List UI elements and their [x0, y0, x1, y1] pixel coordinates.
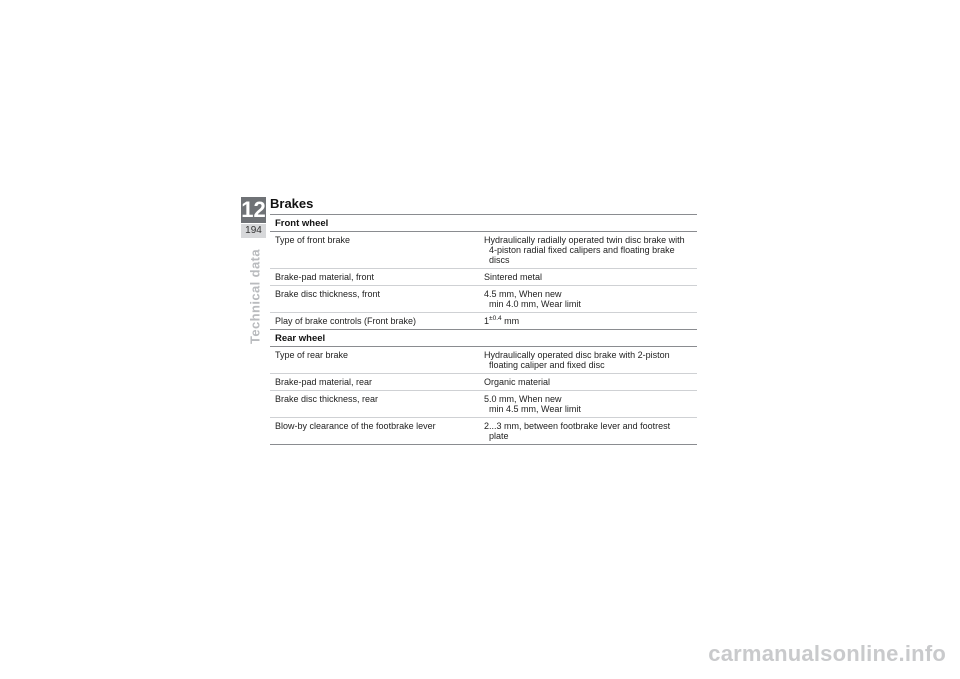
- row-value: [484, 316, 697, 326]
- row-label: Type of front brake: [275, 235, 351, 245]
- table-row: [270, 418, 697, 445]
- chapter-side-label: Technical data: [247, 249, 263, 344]
- row-value: [484, 235, 697, 265]
- row-label: Brake disc thickness, front: [275, 289, 381, 299]
- value-line: Organic material: [484, 377, 551, 387]
- value-line: Hydraulically radially operated twin disc brake with: [484, 235, 685, 245]
- group-heading-rear-wheel: Rear wheel: [270, 330, 697, 347]
- row-label: Brake-pad material, rear: [275, 377, 373, 387]
- row-label: Brake disc thickness, rear: [275, 394, 379, 404]
- row-label: Play of brake controls (Front brake): [275, 316, 417, 326]
- row-value: [484, 394, 697, 414]
- watermark: carmanualsonline.info: [708, 641, 946, 666]
- row-value: [484, 272, 697, 282]
- value-line: min 4.5 mm, Wear limit: [489, 404, 581, 414]
- row-value: [484, 377, 697, 387]
- page-number: 194: [241, 224, 266, 238]
- value-line: Sintered metal: [484, 272, 543, 282]
- table-row: [270, 374, 697, 391]
- chapter-number: 12: [241, 197, 266, 222]
- table-row: [270, 269, 697, 286]
- table-row: [270, 232, 697, 269]
- value-line: 4.5 mm, When new: [484, 289, 562, 299]
- brakes-spec-table: [270, 214, 697, 445]
- row-value: [484, 289, 697, 309]
- value-line: 2...3 mm, between footbrake lever and footrest: [484, 421, 671, 431]
- row-label: Brake-pad material, front: [275, 272, 375, 282]
- value-line: Hydraulically operated disc brake with 2-piston: [484, 350, 670, 360]
- value-unit: mm: [501, 316, 520, 326]
- value-line: 4-piston radial fixed calipers and floating brake: [489, 245, 675, 255]
- group-heading-front-wheel: Front wheel: [270, 215, 697, 232]
- value-line: min 4.0 mm, Wear limit: [489, 299, 581, 309]
- table-row: [270, 347, 697, 374]
- row-value: [484, 421, 697, 441]
- value-tolerance: ±0.4: [489, 315, 502, 322]
- table-row: [270, 313, 697, 330]
- value-line: discs: [489, 255, 510, 265]
- table-row: [270, 286, 697, 313]
- section-title: Brakes: [270, 196, 314, 211]
- value-line: 5.0 mm, When new: [484, 394, 562, 404]
- table-row: [270, 391, 697, 418]
- row-value: [484, 350, 697, 370]
- value-base: 1: [484, 316, 490, 326]
- value-line: floating caliper and fixed disc: [489, 360, 605, 370]
- row-label: Blow-by clearance of the footbrake lever: [275, 421, 436, 431]
- value-line: plate: [489, 431, 509, 441]
- row-label: Type of rear brake: [275, 350, 349, 360]
